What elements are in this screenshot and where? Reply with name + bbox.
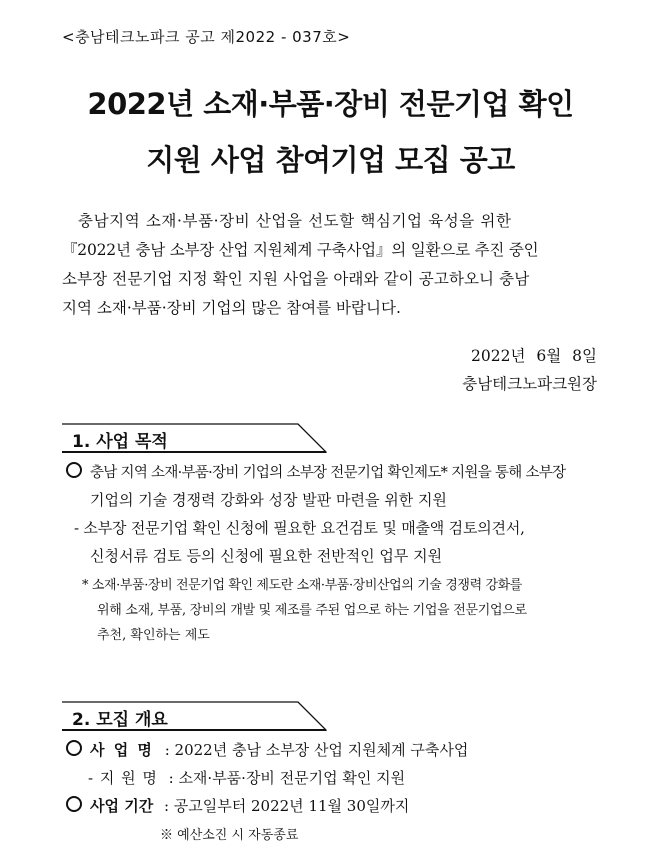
purpose-item <box>66 461 565 482</box>
circle-bullet-icon <box>66 796 82 812</box>
intro-line: 『2022년 충남 소부장 산업 지원체계 구축사업』의 일환으로 추진 중인 <box>62 241 539 259</box>
project-period-item <box>66 795 409 816</box>
footnote: * 소재·부품·장비 전문기업 확인 제도란 소재·부품·장비산업의 기술 경쟁력 강화를 <box>82 578 522 593</box>
budget-note: ※ 예산소진 시 자동종료 <box>160 828 299 843</box>
support-name-value: : 소재·부품·장비 전문기업 확인 지원 <box>168 769 406 787</box>
project-period-label: 사업 기간 <box>90 797 154 815</box>
section-heading-purpose <box>62 423 327 453</box>
project-name-label: 사 업 명 <box>90 741 154 759</box>
support-name-item <box>88 767 405 788</box>
purpose-item-continued: 기업의 기술 경쟁력 강화와 성장 발판 마련을 위한 지원 <box>90 491 447 509</box>
intro-paragraph <box>62 207 602 323</box>
support-name-label: - 지 원 명 <box>88 769 158 787</box>
purpose-sub-item: - 소부장 전문기업 확인 신청에 필요한 요건검토 및 매출액 검토의견서, <box>74 519 525 537</box>
notice-number: <충남테크노파크 공고 제2022 - 037호> <box>62 28 351 46</box>
intro-line: 지역 소재·부품·장비 기업의 많은 참여를 바랍니다. <box>62 299 401 317</box>
title-line-1: 2022년 소재·부품·장비 전문기업 확인 <box>87 87 574 121</box>
section-heading-label: 1. 사업 목적 <box>72 432 168 452</box>
purpose-text: 충남 지역 소재·부품·장비 기업의 소부장 전문기업 확인제도* 지원을 통해 소부장 <box>90 465 566 481</box>
notice-date: 2022년 6월 8일 <box>471 347 597 365</box>
purpose-sub-item-continued: 신청서류 검토 등의 신청에 필요한 전반적인 업무 지원 <box>90 547 443 565</box>
section-heading-label: 2. 모집 개요 <box>72 710 168 730</box>
circle-bullet-icon <box>66 740 82 756</box>
project-name-item <box>66 739 468 760</box>
footnote-continued: 위해 소재, 부품, 장비의 개발 및 제조를 주된 업으로 하는 기업을 전문기업으로 <box>97 603 527 618</box>
circle-bullet-icon <box>66 462 82 478</box>
issuer-name: 충남테크노파크원장 <box>462 375 597 393</box>
intro-line: 소부장 전문기업 지정 확인 지원 사업을 아래와 같이 공고하오니 충남 <box>62 270 530 288</box>
section-heading-overview <box>62 701 327 731</box>
intro-line: 충남지역 소재·부품·장비 산업을 선도할 핵심기업 육성을 위한 <box>78 212 512 230</box>
project-name-value: : 2022년 충남 소부장 산업 지원체계 구축사업 <box>164 741 469 759</box>
project-period-value: : 공고일부터 2022년 11월 30일까지 <box>163 797 410 815</box>
title-line-2: 지원 사업 참여기업 모집 공고 <box>146 143 515 177</box>
footnote-continued: 추천, 확인하는 제도 <box>97 628 210 643</box>
